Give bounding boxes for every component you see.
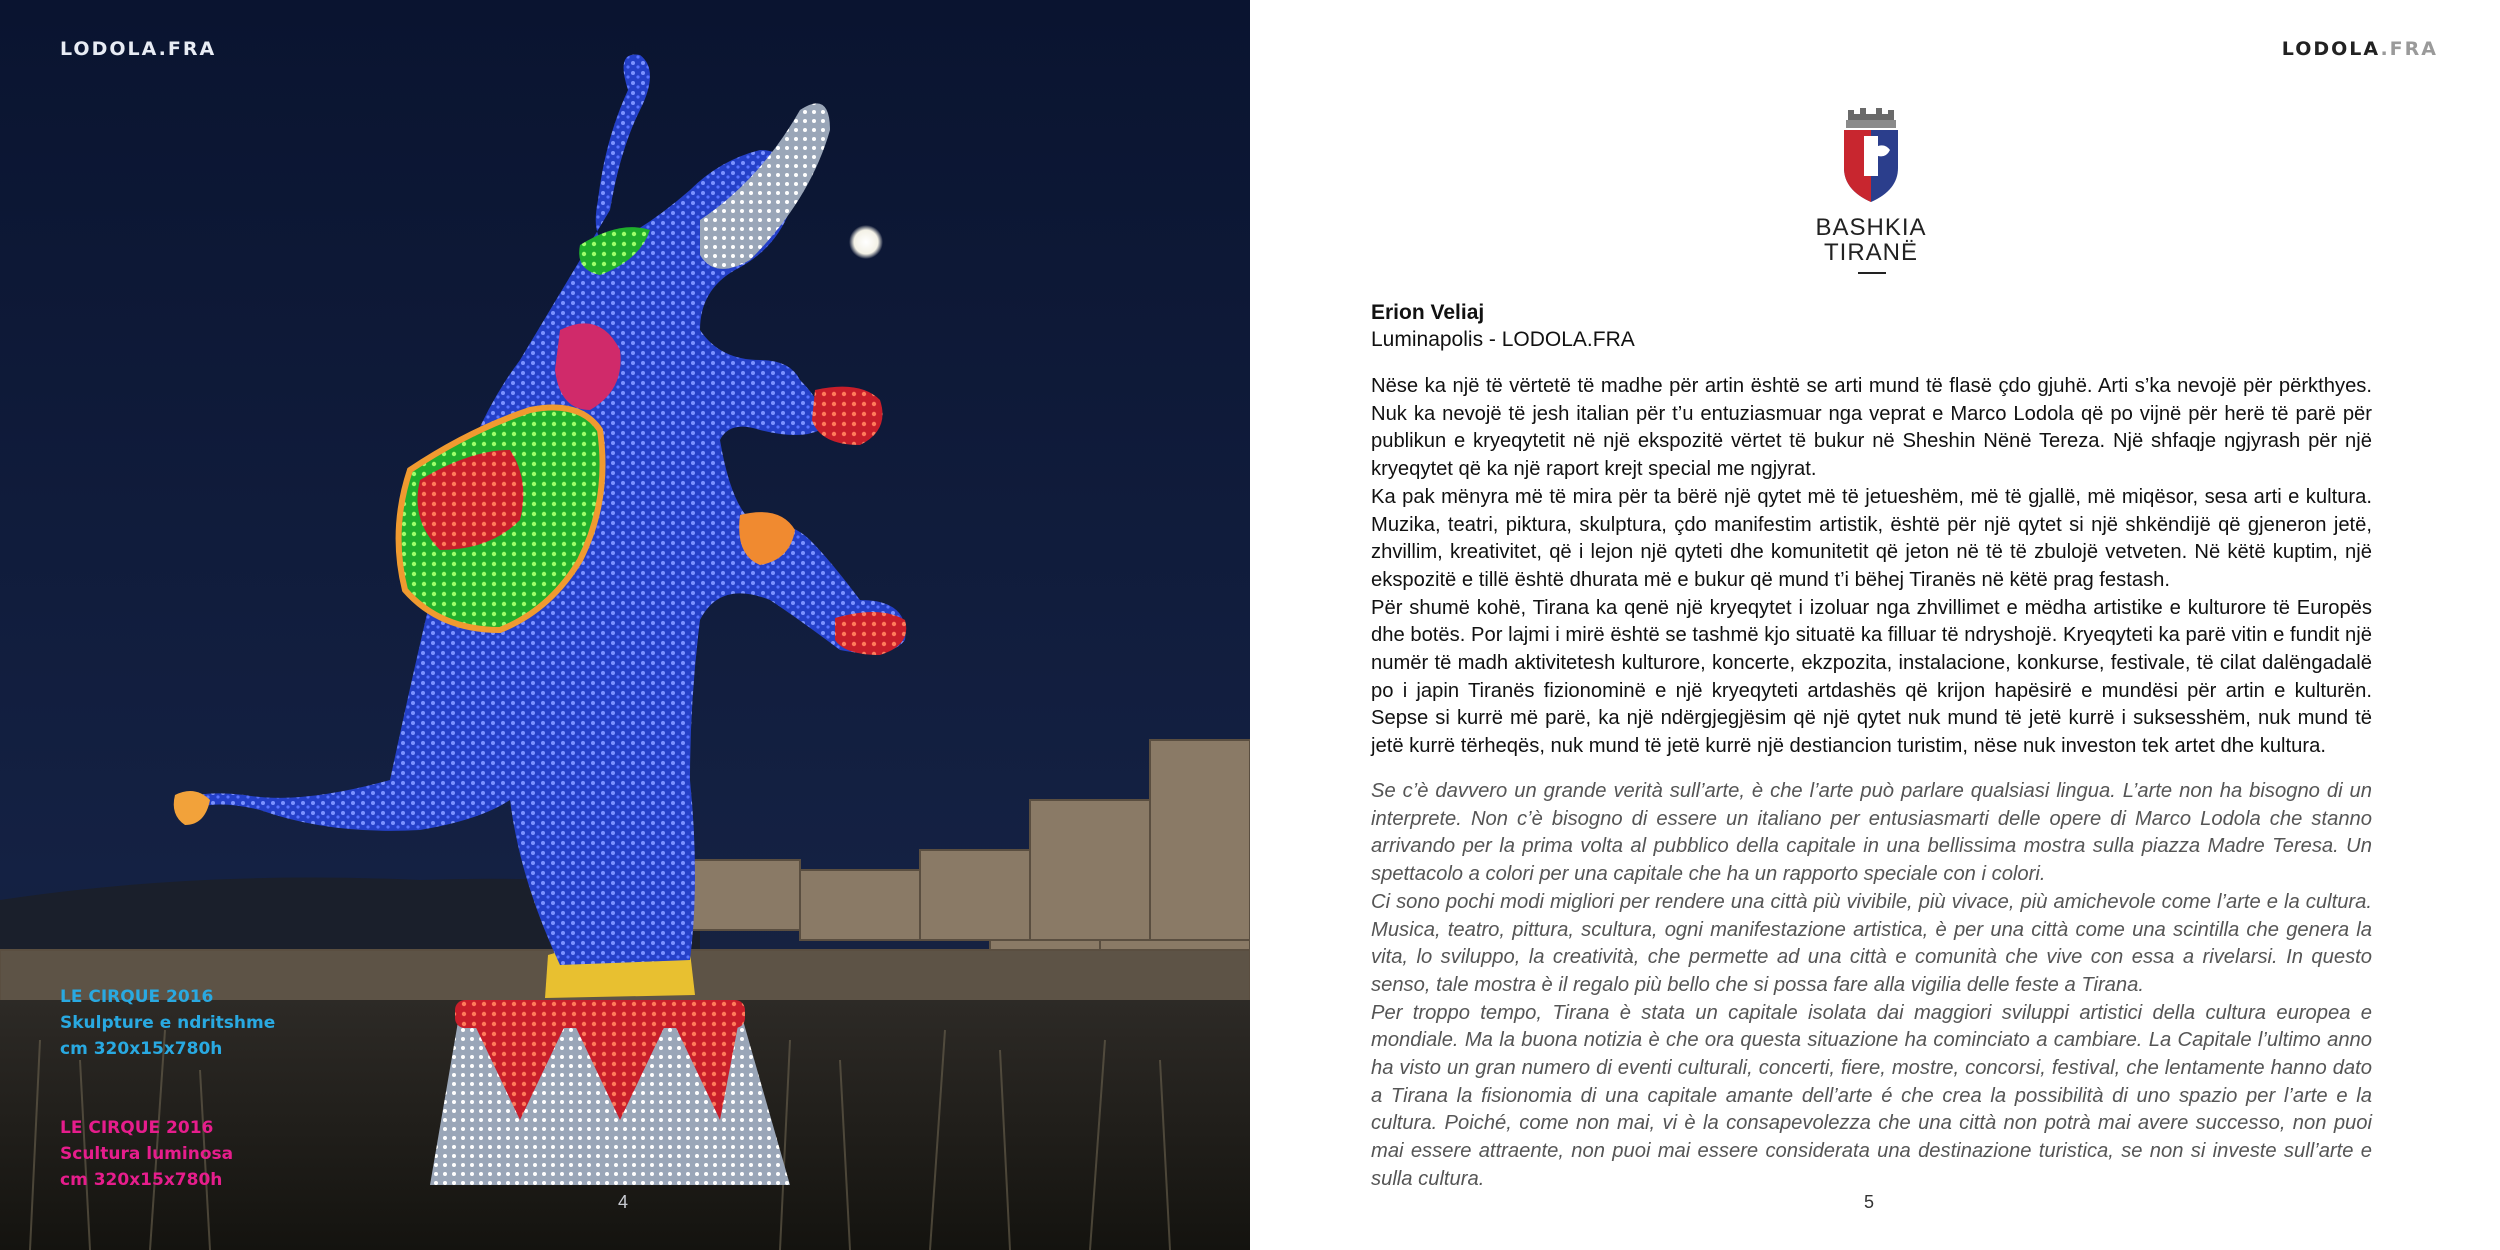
- caption-italian: [60, 1115, 233, 1193]
- paragraph: Se c’è davvero un grande verità sull’arte, è che l’arte può parlare qualsiasi lingua. L’arte non ha bisogno di un interprete. Non c’è bisogno di essere un italiano per entusiasmarti delle opere di Marco Lodola che stanno arrivando per la prima volta al pubblico della capitale in una bellissima mostra sulla piazza Madre Teresa. Un spettacolo a colori per una capitale che ha un rapporto speciale con i colori.: [1371, 780, 2372, 886]
- right-page: [1250, 0, 2500, 1250]
- caption-size: cm 320x15x780h: [60, 1039, 223, 1059]
- author-block: [1371, 299, 2371, 353]
- page-number-right: 5: [1864, 1192, 1875, 1212]
- italian-text: [1371, 778, 2372, 1194]
- institution-line1: BASHKIA: [1815, 214, 1927, 241]
- author-subtitle: Luminapolis - LODOLA.FRA: [1371, 328, 1635, 351]
- page-number-left: 4: [618, 1192, 629, 1212]
- tirana-coat-of-arms-icon: [1840, 106, 1902, 204]
- albanian-text: [1371, 373, 2372, 761]
- brand-logo-right: [2282, 38, 2438, 60]
- institution-underline: [1858, 272, 1886, 274]
- paragraph: Për shumë kohë, Tirana ka qenë një kryeqytet i izoluar nga zhvillimet e mëdha artistike e kulturore të Europës dhe botës. Por lajmi i mirë është se tashmë kjo situatë ka filluar të ndryshojë. Kryeqyteti ka parë vitin e fundit një numër të madh aktivitetesh kulturore, koncerte, ekzpozita, instalacione, konkurse, festivale, të cilat dalëngadalë po i japin Tiranës fizionominë e një kryeqyteti artdashës që krijon hapësirë e mundësi për artin e kulturën. Sepse si kurrë më parë, ka një ndërgjegjësim që një qytet nuk mund të jetë kurrë i suksesshëm, nuk mund të jetë kurrë tërheqës, nuk mund të jetë kurrë një destiancion turistim, nëse nuk investon tek artet dhe kultura.: [1371, 596, 2372, 758]
- caption-subtitle: Skulpture e ndritshme: [60, 1013, 276, 1033]
- paragraph: Nëse ka një të vërtetë të madhe për artin është se arti mund të flasë çdo gjuhë. Arti s’ka nevojë për përkthyes. Nuk ka nevojë të jesh italian për t’u entuziasmuar nga veprat e Marco Lodola që po vijnë për herë të parë për publikun e kryeqytetit në një ekspozitë vërtet të bukur në Sheshin Nënë Tereza. Një shfaqje ngjyrash për një kryeqytet që ka një raport krejt special me ngjyrat.: [1371, 375, 2372, 481]
- paragraph: Per troppo tempo, Tirana è stata un capitale isolata dai maggiori sviluppi artistici della cultura europea e mondiale. Ma la buona notizia è che ora questa situazione ha cominciato a cambiare. La Capitale l’ultimo anno ha visto un gran numero di eventi culturali, concerti, fiere, mostre, concorsi, festival, che lentamente hanno dato a Tirana la fisionomia di una capitale amante dell’arte é che crea la possibilità di uno spazio per l’arte e la cultura. Poiché, come non mai, vi è la consapevolezza che una città non potrà mai avere successo, non puoi mai essere attraente, non puoi mai essere considerata una destinazione turistica, se non si investe sull’arte e sulla cultura.: [1371, 1001, 2372, 1190]
- moon: [849, 225, 883, 259]
- brand-logo-suffix: .FRA: [2380, 38, 2438, 60]
- caption-albanian: [60, 984, 275, 1062]
- caption-title: LE CIRQUE 2016: [60, 987, 214, 1007]
- author-name: Erion Veliaj: [1371, 301, 1485, 324]
- caption-subtitle: Scultura luminosa: [60, 1144, 234, 1164]
- caption-title: LE CIRQUE 2016: [60, 1118, 214, 1138]
- brand-logo-left: LODOLA.FRA: [60, 38, 217, 60]
- pedestal-top-red: [455, 1000, 745, 1028]
- institution-name: [1770, 215, 1972, 265]
- paragraph: Ci sono pochi modi migliori per rendere una città più vivibile, più vivace, più amichevole come l’arte e la cultura. Musica, teatro, pittura, scultura, ogni manifestazione artistica, è per una città come una scintilla che genera la vita, lo sviluppo, la creatività, che permette ad una città e comunità che vive con essa a rivelarsi. In questo senso, tale mostra è il regalo più bello che si possa fare alla vigilia delle feste a Tirana.: [1371, 890, 2372, 996]
- caption-size: cm 320x15x780h: [60, 1170, 223, 1190]
- paragraph: Ka pak mënyra më të mira për ta bërë një qytet më të jetueshëm, më të gjallë, më miqësor, sesa arti e kultura. Muzika, teatri, piktura, skulptura, çdo manifestim artistik, është për një qytet si një shkëndijë që gjeneron jetë, zhvillim, kreativitet, që i lejon një qyteti dhe komunitetit që jeton në të të zbulojë vetveten. Në këtë kuptim, një ekspozitë e tillë është dhurata më e bukur që mund t’i bëhej Tiranës në këtë prag festash.: [1371, 485, 2372, 591]
- institution-line2: TIRANË: [1823, 239, 1918, 266]
- brand-logo-main: LODOLA: [2281, 38, 2381, 60]
